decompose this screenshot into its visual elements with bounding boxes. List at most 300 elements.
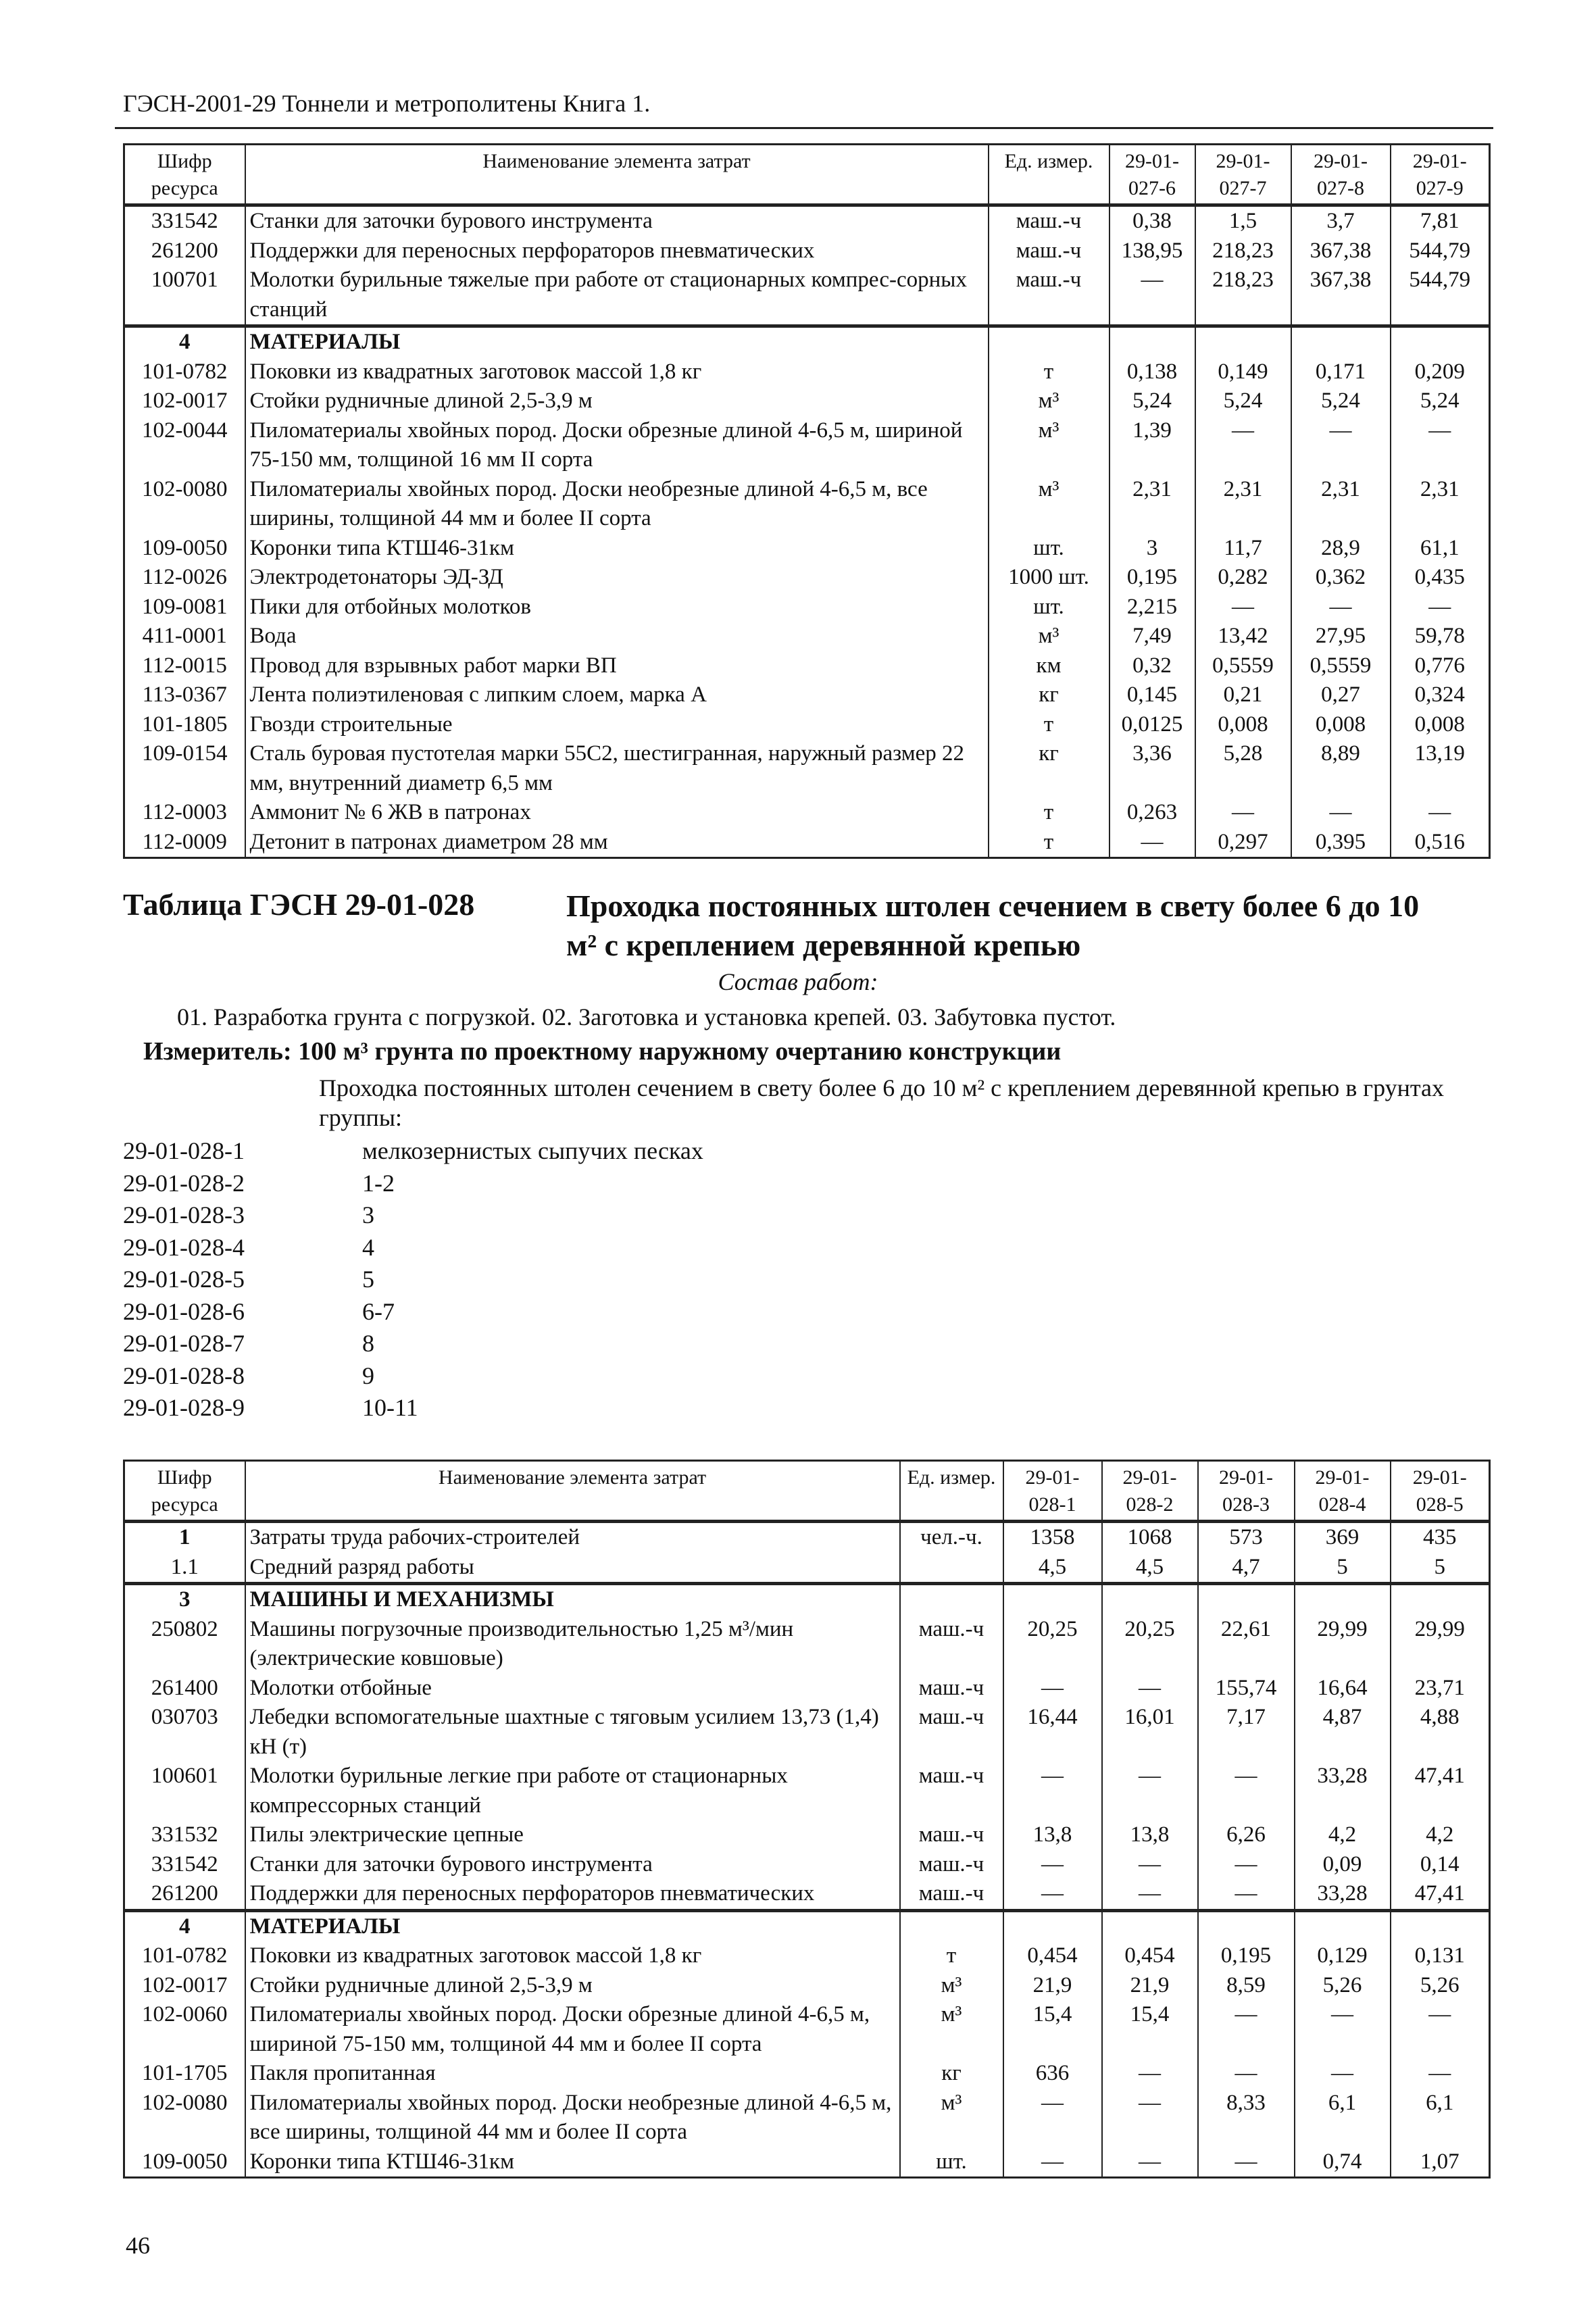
value-cell: 0,21: [1195, 680, 1291, 710]
value-cell: 20,25: [1102, 1615, 1198, 1674]
unit: чел.-ч.: [900, 1522, 1003, 1553]
value-cell: —: [1102, 1674, 1198, 1703]
header-unit: Ед. измер.: [989, 145, 1109, 205]
value-cell: 8,33: [1198, 2089, 1295, 2147]
value-cell: 636: [1003, 2059, 1102, 2089]
value-cell: 5,24: [1195, 387, 1291, 416]
soil-group: 8: [362, 1330, 374, 1357]
table-row: [124, 387, 1490, 416]
value-cell: 33,28: [1295, 1762, 1391, 1820]
value-cell: 155,74: [1198, 1674, 1295, 1703]
value-cell: 0,0125: [1109, 710, 1195, 740]
value-cell: 573: [1198, 1522, 1295, 1553]
unit: маш.-ч: [900, 1850, 1003, 1880]
value-cell: —: [1391, 416, 1490, 475]
value-cell: 544,79: [1391, 266, 1490, 326]
value-cell: —: [1198, 1850, 1295, 1880]
value-cell: 59,78: [1391, 622, 1490, 651]
value-cell: 0,282: [1195, 563, 1291, 593]
value-cell: 5: [1295, 1553, 1391, 1584]
soil-group: 1-2: [362, 1169, 395, 1197]
resource-name: Коронки типа КТШ46-31км: [245, 2147, 900, 2178]
header-norm-code: 29-01-028-3: [1198, 1461, 1295, 1522]
value-cell: 218,23: [1195, 266, 1291, 326]
unit: шт.: [989, 593, 1109, 622]
table-row: [124, 2089, 1490, 2147]
table-row: [124, 266, 1490, 326]
header-norm-code: 29-01-027-8: [1291, 145, 1391, 205]
value-cell: 0,129: [1295, 1941, 1391, 1971]
resource-name: МАТЕРИАЛЫ: [245, 326, 989, 357]
table-row: [124, 563, 1490, 593]
value-cell: 0,171: [1291, 357, 1391, 387]
value-cell: 21,9: [1102, 1971, 1198, 2001]
value-cell: [1195, 326, 1291, 357]
table-row: [124, 1615, 1490, 1674]
resource-code: 112-0003: [124, 798, 245, 828]
value-cell: 7,49: [1109, 622, 1195, 651]
value-cell: —: [1291, 416, 1391, 475]
value-cell: [1003, 1584, 1102, 1615]
value-cell: [1391, 1910, 1490, 1941]
norm-code-list: [123, 1135, 703, 1424]
resource-code: 331542: [124, 205, 245, 237]
section-row: [124, 326, 1490, 357]
unit: [989, 326, 1109, 357]
resource-name: Лебедки вспомогательные шахтные с тяговым усилием 13,73 (1,4) кН (т): [245, 1703, 900, 1762]
header-norm-code: 29-01-027-9: [1391, 145, 1490, 205]
value-cell: 8,89: [1291, 739, 1391, 798]
table-row: [124, 680, 1490, 710]
table-heading: Проходка постоянных штолен сечением в свету более 6 до 10 м² с креплением деревянной крепью: [566, 889, 1420, 962]
value-cell: 367,38: [1291, 266, 1391, 326]
value-cell: 3,7: [1291, 205, 1391, 237]
resource-code: 261400: [124, 1674, 245, 1703]
value-cell: 47,41: [1391, 1879, 1490, 1910]
norm-code: 29-01-028-8: [123, 1362, 245, 1389]
value-cell: —: [1003, 2089, 1102, 2147]
header-norm-code: 29-01-028-4: [1295, 1461, 1391, 1522]
value-cell: 29,99: [1295, 1615, 1391, 1674]
table-row: [124, 622, 1490, 651]
composition-title: Состав работ:: [718, 968, 878, 995]
resource-name: Сталь буровая пустотелая марки 55С2, шестигранная, наружный размер 22 мм, внутренний диаметр 6,5 мм: [245, 739, 989, 798]
value-cell: 0,149: [1195, 357, 1291, 387]
resource-code: 102-0080: [124, 2089, 245, 2147]
value-cell: 0,5559: [1291, 651, 1391, 681]
resource-code: 4: [124, 326, 245, 357]
composition-text: 01. Разработка грунта с погрузкой. 02. Заготовка и установка крепей. 03. Забутовка пустот.: [177, 1003, 1116, 1030]
value-cell: 23,71: [1391, 1674, 1490, 1703]
value-cell: 4,7: [1198, 1553, 1295, 1584]
value-cell: 61,1: [1391, 534, 1490, 564]
resource-name: Пиломатериалы хвойных пород. Доски необрезные длиной 4-6,5 м, все ширины, толщиной 44 мм и более II сорта: [245, 2089, 900, 2147]
value-cell: 8,59: [1198, 1971, 1295, 2001]
value-cell: —: [1391, 2000, 1490, 2059]
value-cell: —: [1391, 798, 1490, 828]
table-label: Таблица ГЭСН 29-01-028: [123, 887, 475, 922]
value-cell: —: [1102, 2059, 1198, 2089]
resource-code: 102-0017: [124, 387, 245, 416]
value-cell: 22,61: [1198, 1615, 1295, 1674]
table-row: [124, 651, 1490, 681]
resource-code: 3: [124, 1584, 245, 1615]
value-cell: 27,95: [1291, 622, 1391, 651]
value-cell: 0,776: [1391, 651, 1490, 681]
header-row: [124, 145, 1490, 205]
list-item: [123, 1360, 703, 1393]
resource-code: 101-1705: [124, 2059, 245, 2089]
table-row: [124, 1941, 1490, 1971]
unit: м³: [900, 2000, 1003, 2059]
list-item: [123, 1199, 703, 1232]
value-cell: —: [1102, 1762, 1198, 1820]
norm-code: 29-01-028-3: [123, 1201, 245, 1228]
value-cell: 4,88: [1391, 1703, 1490, 1762]
value-cell: 0,138: [1109, 357, 1195, 387]
resource-name: Молотки бурильные тяжелые при работе от стационарных компрес-сорных станций: [245, 266, 989, 326]
header-code: Шифр ресурса: [124, 1461, 245, 1522]
resource-name: Пиломатериалы хвойных пород. Доски необрезные длиной 4-6,5 м, все ширины, толщиной 44 мм и более II сорта: [245, 475, 989, 534]
resource-name: МАШИНЫ И МЕХАНИЗМЫ: [245, 1584, 900, 1615]
table-row: [124, 798, 1490, 828]
unit: м³: [900, 2089, 1003, 2147]
value-cell: 21,9: [1003, 1971, 1102, 2001]
value-cell: 2,31: [1291, 475, 1391, 534]
list-item: [123, 1392, 703, 1424]
value-cell: 2,31: [1195, 475, 1291, 534]
unit: маш.-ч: [900, 1820, 1003, 1850]
value-cell: —: [1291, 593, 1391, 622]
unit: маш.-ч: [989, 205, 1109, 237]
unit: т: [900, 1941, 1003, 1971]
unit: м³: [900, 1971, 1003, 2001]
value-cell: —: [1198, 2059, 1295, 2089]
soil-group: 3: [362, 1201, 374, 1228]
value-cell: 0,32: [1109, 651, 1195, 681]
value-cell: 6,1: [1391, 2089, 1490, 2147]
table-row: [124, 1850, 1490, 1880]
value-cell: —: [1003, 1674, 1102, 1703]
value-cell: 13,8: [1003, 1820, 1102, 1850]
value-cell: 5,26: [1295, 1971, 1391, 2001]
value-cell: 0,209: [1391, 357, 1490, 387]
norm-code: 29-01-028-9: [123, 1394, 245, 1421]
value-cell: 5,26: [1391, 1971, 1490, 2001]
unit: т: [989, 710, 1109, 740]
value-cell: —: [1003, 1762, 1102, 1820]
resource-code: 112-0026: [124, 563, 245, 593]
resource-name: Пакля пропитанная: [245, 2059, 900, 2089]
unit: маш.-ч: [900, 1674, 1003, 1703]
resource-name: Пилы электрические цепные: [245, 1820, 900, 1850]
norm-code: 29-01-028-4: [123, 1233, 245, 1261]
value-cell: 0,195: [1198, 1941, 1295, 1971]
resource-name: МАТЕРИАЛЫ: [245, 1910, 900, 1941]
resource-code: 030703: [124, 1703, 245, 1762]
resource-code: 1.1: [124, 1553, 245, 1584]
value-cell: 1,5: [1195, 205, 1291, 237]
header-norm-code: 29-01-027-6: [1109, 145, 1195, 205]
value-cell: 0,145: [1109, 680, 1195, 710]
value-cell: —: [1109, 266, 1195, 326]
soil-group: 9: [362, 1362, 374, 1389]
unit: шт.: [900, 2147, 1003, 2178]
header-norm-code: 29-01-028-1: [1003, 1461, 1102, 1522]
resource-name: Станки для заточки бурового инструмента: [245, 1850, 900, 1880]
value-cell: 0,435: [1391, 563, 1490, 593]
value-cell: 0,008: [1195, 710, 1291, 740]
value-cell: 0,74: [1295, 2147, 1391, 2178]
table-row: [124, 739, 1490, 798]
value-cell: 0,297: [1195, 828, 1291, 858]
table-row: [124, 1879, 1490, 1910]
resource-name: Вода: [245, 622, 989, 651]
value-cell: 5: [1391, 1553, 1490, 1584]
value-cell: 4,2: [1295, 1820, 1391, 1850]
resource-name: Лента полиэтиленовая с липким слоем, марка А: [245, 680, 989, 710]
resource-code: 261200: [124, 1879, 245, 1910]
resource-name: Затраты труда рабочих-строителей: [245, 1522, 900, 1553]
table-row: [124, 534, 1490, 564]
value-cell: 0,14: [1391, 1850, 1490, 1880]
value-cell: 5,28: [1195, 739, 1291, 798]
resource-name: Детонит в патронах диаметром 28 мм: [245, 828, 989, 858]
resource-code: 100701: [124, 266, 245, 326]
resource-name: Пиломатериалы хвойных пород. Доски обрезные длиной 4-6,5 м, шириной 75-150 мм, толщиной 16 мм II сорта: [245, 416, 989, 475]
value-cell: [1291, 326, 1391, 357]
value-cell: 544,79: [1391, 237, 1490, 266]
value-cell: 16,44: [1003, 1703, 1102, 1762]
resource-name: Аммонит № 6 ЖВ в патронах: [245, 798, 989, 828]
value-cell: 15,4: [1003, 2000, 1102, 2059]
value-cell: 0,195: [1109, 563, 1195, 593]
value-cell: 435: [1391, 1522, 1490, 1553]
resource-name: Электродетонаторы ЭД-ЗД: [245, 563, 989, 593]
unit: т: [989, 828, 1109, 858]
resource-name: Средний разряд работы: [245, 1553, 900, 1584]
value-cell: —: [1102, 2089, 1198, 2147]
unit: маш.-ч: [900, 1615, 1003, 1674]
resource-code: 102-0080: [124, 475, 245, 534]
unit: [900, 1584, 1003, 1615]
header-name: Наименование элемента затрат: [245, 1461, 900, 1522]
resource-code: 250802: [124, 1615, 245, 1674]
list-item: [123, 1328, 703, 1360]
unit: м³: [989, 475, 1109, 534]
value-cell: 367,38: [1291, 237, 1391, 266]
value-cell: 0,27: [1291, 680, 1391, 710]
table-row: [124, 1820, 1490, 1850]
value-cell: [1102, 1584, 1198, 1615]
unit: км: [989, 651, 1109, 681]
value-cell: 7,17: [1198, 1703, 1295, 1762]
header-code: Шифр ресурса: [124, 145, 245, 205]
unit: маш.-ч: [900, 1703, 1003, 1762]
value-cell: 3,36: [1109, 739, 1195, 798]
value-cell: 0,454: [1003, 1941, 1102, 1971]
resource-name: Провод для взрывных работ марки ВП: [245, 651, 989, 681]
value-cell: 1,07: [1391, 2147, 1490, 2178]
resource-name: Станки для заточки бурового инструмента: [245, 205, 989, 237]
list-item: [123, 1168, 703, 1200]
value-cell: 13,8: [1102, 1820, 1198, 1850]
unit: м³: [989, 416, 1109, 475]
table-row: [124, 237, 1490, 266]
unit: [900, 1910, 1003, 1941]
unit: м³: [989, 387, 1109, 416]
resource-name: Коронки типа КТШ46-31км: [245, 534, 989, 564]
table-row: [124, 2000, 1490, 2059]
running-header: ГЭСН-2001-29 Тоннели и метрополитены Книга 1.: [123, 90, 651, 117]
value-cell: —: [1003, 1850, 1102, 1880]
unit: т: [989, 357, 1109, 387]
value-cell: 0,516: [1391, 828, 1490, 858]
table-row: [124, 205, 1490, 237]
resource-name: Молотки бурильные легкие при работе от стационарных компрессорных станций: [245, 1762, 900, 1820]
table-row: [124, 1762, 1490, 1820]
value-cell: —: [1003, 1879, 1102, 1910]
resource-code: 1: [124, 1522, 245, 1553]
soil-group: мелкозернистых сыпучих песках: [362, 1137, 703, 1164]
value-cell: 0,395: [1291, 828, 1391, 858]
value-cell: 5,24: [1291, 387, 1391, 416]
value-cell: 4,2: [1391, 1820, 1490, 1850]
resource-name: Поддержки для переносных перфораторов пневматических: [245, 237, 989, 266]
description-text: Проходка постоянных штолен сечением в свету более 6 до 10 м² с креплением деревянной крепью в грунтах группы:: [319, 1074, 1445, 1131]
unit: [900, 1553, 1003, 1584]
value-cell: —: [1003, 2147, 1102, 2178]
value-cell: —: [1295, 2000, 1391, 2059]
value-cell: 29,99: [1391, 1615, 1490, 1674]
resource-code: 113-0367: [124, 680, 245, 710]
unit: шт.: [989, 534, 1109, 564]
header-norm-code: 29-01-028-2: [1102, 1461, 1198, 1522]
resource-code: 109-0154: [124, 739, 245, 798]
resource-code: 102-0044: [124, 416, 245, 475]
value-cell: 6,1: [1295, 2089, 1391, 2147]
value-cell: —: [1195, 416, 1291, 475]
norm-code: 29-01-028-7: [123, 1330, 245, 1357]
resource-name: Пики для отбойных молотков: [245, 593, 989, 622]
table-row: [124, 710, 1490, 740]
value-cell: 6,26: [1198, 1820, 1295, 1850]
soil-group: 4: [362, 1233, 374, 1261]
resource-table-027: [123, 143, 1491, 859]
resource-name: Стойки рудничные длиной 2,5-3,9 м: [245, 387, 989, 416]
unit: 1000 шт.: [989, 563, 1109, 593]
resource-name: Поковки из квадратных заготовок массой 1,8 кг: [245, 357, 989, 387]
value-cell: —: [1109, 828, 1195, 858]
value-cell: —: [1291, 798, 1391, 828]
value-cell: 0,131: [1391, 1941, 1490, 1971]
value-cell: 15,4: [1102, 2000, 1198, 2059]
value-cell: 0,008: [1391, 710, 1490, 740]
soil-group: 6-7: [362, 1297, 395, 1325]
value-cell: 0,324: [1391, 680, 1490, 710]
value-cell: 33,28: [1295, 1879, 1391, 1910]
value-cell: 20,25: [1003, 1615, 1102, 1674]
norm-code: 29-01-028-1: [123, 1137, 245, 1164]
table-row: [124, 593, 1490, 622]
value-cell: 369: [1295, 1522, 1391, 1553]
resource-code: 112-0015: [124, 651, 245, 681]
value-cell: —: [1295, 2059, 1391, 2089]
header-norm-code: 29-01-027-7: [1195, 145, 1291, 205]
value-cell: —: [1195, 593, 1291, 622]
value-cell: 16,64: [1295, 1674, 1391, 1703]
resource-code: 100601: [124, 1762, 245, 1820]
value-cell: [1391, 1584, 1490, 1615]
header-unit: Ед. измер.: [900, 1461, 1003, 1522]
resource-code: 101-0782: [124, 357, 245, 387]
value-cell: [1003, 1910, 1102, 1941]
soil-group: 10-11: [362, 1394, 418, 1421]
value-cell: —: [1102, 1879, 1198, 1910]
resource-code: 109-0081: [124, 593, 245, 622]
value-cell: [1295, 1910, 1391, 1941]
value-cell: —: [1198, 2147, 1295, 2178]
value-cell: 4,87: [1295, 1703, 1391, 1762]
header-norm-code: 29-01-028-5: [1391, 1461, 1490, 1522]
header-name: Наименование элемента затрат: [245, 145, 989, 205]
value-cell: 0,09: [1295, 1850, 1391, 1880]
resource-code: 331542: [124, 1850, 245, 1880]
value-cell: 1068: [1102, 1522, 1198, 1553]
value-cell: 7,81: [1391, 205, 1490, 237]
value-cell: 218,23: [1195, 237, 1291, 266]
table-row: [124, 1522, 1490, 1553]
unit: м³: [989, 622, 1109, 651]
value-cell: —: [1391, 593, 1490, 622]
table-row: [124, 1971, 1490, 2001]
value-cell: 0,008: [1291, 710, 1391, 740]
unit: кг: [989, 680, 1109, 710]
value-cell: 16,01: [1102, 1703, 1198, 1762]
table-row: [124, 1703, 1490, 1762]
unit: т: [989, 798, 1109, 828]
value-cell: 1358: [1003, 1522, 1102, 1553]
resource-code: 102-0017: [124, 1971, 245, 2001]
list-item: [123, 1232, 703, 1264]
unit: кг: [989, 739, 1109, 798]
value-cell: —: [1195, 798, 1291, 828]
value-cell: 0,38: [1109, 205, 1195, 237]
value-cell: —: [1391, 2059, 1490, 2089]
value-cell: 2,31: [1391, 475, 1490, 534]
resource-name: Поковки из квадратных заготовок массой 1,8 кг: [245, 1941, 900, 1971]
soil-group: 5: [362, 1266, 374, 1293]
table-row: [124, 1674, 1490, 1703]
resource-name: Пиломатериалы хвойных пород. Доски обрезные длиной 4-6,5 м, шириной 75-150 мм, толщиной 44 мм и более II сорта: [245, 2000, 900, 2059]
value-cell: 4,5: [1003, 1553, 1102, 1584]
resource-code: 109-0050: [124, 2147, 245, 2178]
table-row: [124, 828, 1490, 858]
value-cell: —: [1102, 1850, 1198, 1880]
table-row: [124, 2059, 1490, 2089]
value-cell: 28,9: [1291, 534, 1391, 564]
resource-name: Поддержки для переносных перфораторов пневматических: [245, 1879, 900, 1910]
resource-name: Гвозди строительные: [245, 710, 989, 740]
value-cell: —: [1198, 1879, 1295, 1910]
unit: маш.-ч: [989, 266, 1109, 326]
value-cell: 0,263: [1109, 798, 1195, 828]
value-cell: 1,39: [1109, 416, 1195, 475]
value-cell: —: [1198, 1762, 1295, 1820]
value-cell: [1198, 1910, 1295, 1941]
table-row: [124, 416, 1490, 475]
value-cell: 2,31: [1109, 475, 1195, 534]
